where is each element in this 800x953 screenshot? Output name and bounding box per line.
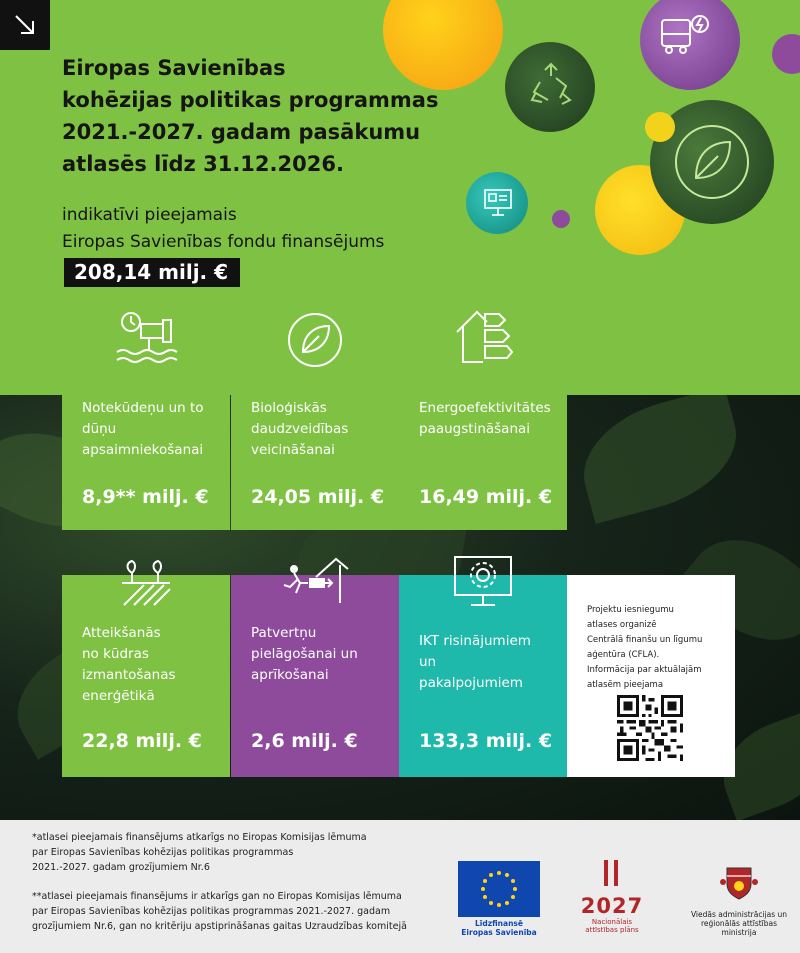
recycle-icon xyxy=(528,62,574,108)
footnote-line: par Eiropas Savienības kohēzijas politikas programmas xyxy=(32,847,294,858)
total-funding-badge: 208,14 milj. € xyxy=(64,258,240,287)
info-line: Projektu iesniegumu xyxy=(587,605,674,615)
np-caption-line: attīstības plāns xyxy=(585,926,639,934)
leaf-decoration xyxy=(570,395,750,524)
coat-of-arms-icon xyxy=(719,862,759,902)
card-ict xyxy=(399,575,567,777)
card-amount: 8,9** milj. € xyxy=(82,486,209,508)
page-title xyxy=(62,52,482,180)
national-development-plan-logo xyxy=(578,858,646,938)
np-year: 2027 xyxy=(580,894,644,918)
presentation-board-icon xyxy=(482,186,514,218)
ministry-caption-line: reģionālās attīstības xyxy=(700,919,778,928)
eu-caption-line: Līdzfinansē xyxy=(475,919,523,928)
footnote-2 xyxy=(32,889,407,934)
card-label: Energoefektivitātes paaugstināšanai xyxy=(419,400,551,437)
card-shelters xyxy=(231,575,399,777)
info-line: atlases organizē xyxy=(587,620,657,630)
ministry-caption-line: Viedās administrācijas un xyxy=(690,910,788,919)
computer-gear-icon xyxy=(451,551,515,611)
title-line: kohēzijas politikas programmas xyxy=(62,88,439,112)
eu-caption-line: Eiropas Savienība xyxy=(461,928,537,937)
card-info xyxy=(567,575,735,777)
card-energy-efficiency xyxy=(399,330,567,530)
np-bars-icon xyxy=(597,858,627,888)
card-amount: 133,3 milj. € xyxy=(419,730,553,752)
ministry-caption-line: ministrija xyxy=(721,928,757,937)
leaf-icon xyxy=(285,310,345,370)
card-label: IKT risinājumiem un pakalpojumiem xyxy=(419,633,531,691)
decorative-purple-bubble-small xyxy=(772,34,800,74)
card-label: Bioloģiskās daudzveidības veicināšanai xyxy=(251,400,349,458)
corner-arrow-badge xyxy=(0,0,50,50)
qr-code-icon[interactable] xyxy=(617,695,683,761)
card-amount: 22,8 milj. € xyxy=(82,730,202,752)
title-line: Eiropas Savienības xyxy=(62,56,286,80)
eu-cofinanced-logo xyxy=(458,861,540,937)
card-biodiversity xyxy=(231,330,399,530)
card-amount: 24,05 milj. € xyxy=(251,486,385,508)
info-text xyxy=(587,603,702,693)
bus-charging-icon xyxy=(660,14,710,56)
decorative-yellow-small-bubble xyxy=(645,112,675,142)
plant-sprout-icon xyxy=(118,555,174,611)
wastewater-pipe-icon xyxy=(111,308,181,368)
info-line: Informācija par aktuālajām xyxy=(587,665,702,675)
decorative-purple-tiny-bubble xyxy=(552,210,570,228)
footnote-line: *atlasei pieejamais finansējums atkarīgs no Eiropas Komisijas lēmuma xyxy=(32,832,367,843)
np-caption-line: Nacionālais xyxy=(591,918,633,926)
leaf-circle-icon xyxy=(672,122,752,202)
card-peat-phaseout xyxy=(62,575,230,777)
footnote-1 xyxy=(32,830,367,875)
info-line: aģentūra (CFLA). xyxy=(587,650,660,660)
footnote-line: par Eiropas Savienības kohēzijas politikas programmas 2021.-2027. gadam xyxy=(32,906,391,917)
subtitle-line: indikatīvi pieejamais xyxy=(62,205,237,225)
card-amount: 2,6 milj. € xyxy=(251,730,358,752)
title-line: atlasēs līdz 31.12.2026. xyxy=(62,152,344,176)
card-label: Atteikšanās no kūdras izmantošanas enerģētikā xyxy=(82,625,176,704)
card-label: Notekūdeņu un to dūņu apsaimniekošanai xyxy=(82,400,204,458)
footnote-line: grozījumiem Nr.6, gan no kritēriju apstiprināšanas gaitas Uzraudzības komitejā xyxy=(32,921,407,932)
info-line: Centrālā finanšu un līgumu xyxy=(587,635,703,645)
card-amount: 16,49 milj. € xyxy=(419,486,553,508)
info-line: atlasēm pieejama xyxy=(587,680,664,690)
shelter-icon xyxy=(280,553,350,609)
title-line: 2021.-2027. gadam pasākumu xyxy=(62,120,421,144)
footnote-line: **atlasei pieejamais finansējums ir atkarīgs gan no Eiropas Komisijas lēmuma xyxy=(32,891,402,902)
subtitle-line: Eiropas Savienības fondu finansējums xyxy=(62,232,385,252)
footnote-line: 2021.-2027. gadam grozījumiem Nr.6 xyxy=(32,862,210,873)
funding-subtitle xyxy=(62,202,384,256)
arrow-down-right-icon xyxy=(13,13,37,37)
ministry-logo xyxy=(690,862,788,937)
card-label: Patvertņu pielāgošanai un aprīkošanai xyxy=(251,625,358,683)
card-wastewater xyxy=(62,330,230,530)
energy-efficiency-house-icon xyxy=(453,306,513,368)
eu-flag-icon xyxy=(458,861,540,917)
